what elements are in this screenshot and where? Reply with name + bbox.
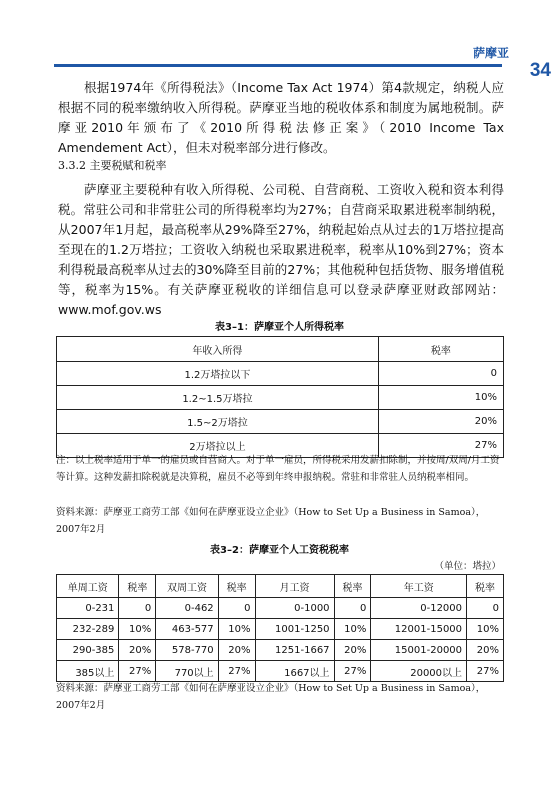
col-header-rate: 税率 <box>378 337 503 362</box>
col-header: 税率 <box>119 575 156 598</box>
table-cell: 1667以上 <box>255 661 334 682</box>
table-cell: 27% <box>218 661 255 682</box>
table-cell: 1251-1667 <box>255 640 334 661</box>
table-header-row <box>57 337 504 362</box>
table-cell: 27% <box>467 661 504 682</box>
table1-title: 表3–1：萨摩亚个人所得税率 <box>215 322 344 333</box>
table-cell: 0-12000 <box>371 598 467 619</box>
table-cell: 10% <box>119 619 156 640</box>
personal-income-tax-table <box>56 336 504 458</box>
table-cell: 0 <box>218 598 255 619</box>
table-cell: 463-577 <box>156 619 218 640</box>
table-cell: 10% <box>218 619 255 640</box>
table-cell: 290-385 <box>57 640 119 661</box>
col-header: 年工资 <box>371 575 467 598</box>
table-row <box>57 640 504 661</box>
table-row <box>57 619 504 640</box>
table-row <box>57 410 504 434</box>
table-cell: 10% <box>334 619 371 640</box>
table-cell: 770以上 <box>156 661 218 682</box>
table-row <box>57 661 504 682</box>
table-header-row <box>57 575 504 598</box>
table-cell: 232-289 <box>57 619 119 640</box>
table-cell: 10% <box>467 619 504 640</box>
rate-cell: 27% <box>378 434 503 458</box>
table-cell: 27% <box>334 661 371 682</box>
col-header: 双周工资 <box>156 575 218 598</box>
col-header: 税率 <box>218 575 255 598</box>
income-cell: 2万塔拉以上 <box>57 434 379 458</box>
table-row <box>57 362 504 386</box>
table-cell: 0-231 <box>57 598 119 619</box>
table-row <box>57 386 504 410</box>
income-cell: 1.5~2万塔拉 <box>57 410 379 434</box>
income-cell: 1.2万塔拉以下 <box>57 362 379 386</box>
col-header: 月工资 <box>255 575 334 598</box>
table2-source: 资料来源：萨摩亚工商劳工部《如何在萨摩亚设立企业》（How to Set Up a Business in Samoa），2007年2月 <box>56 683 486 711</box>
table2-title: 表3–2：萨摩亚个人工资税税率 <box>210 545 349 556</box>
table-cell: 578-770 <box>156 640 218 661</box>
table-cell: 1001-1250 <box>255 619 334 640</box>
income-cell: 1.2~1.5万塔拉 <box>57 386 379 410</box>
table-row <box>57 598 504 619</box>
rate-cell: 20% <box>378 410 503 434</box>
table-cell: 20000以上 <box>371 661 467 682</box>
table1-source: 资料来源：萨摩亚工商劳工部《如何在萨摩亚设立企业》（How to Set Up a Business in Samoa），2007年2月 <box>56 507 486 535</box>
table1-note: 注：以上税率适用于单一的雇员或自营商人。对于单一雇员，所得税采用发薪扣除制，并按周/双周/月工资等计算。这种发薪扣除税就是决算税，雇员不必等到年终申报纳税。常驻和非常驻人员纳税率相同。 <box>56 455 500 483</box>
col-header: 税率 <box>467 575 504 598</box>
table-cell: 20% <box>218 640 255 661</box>
section-heading: 3.3.2 主要税赋和税率 <box>58 159 167 172</box>
table-cell: 385以上 <box>57 661 119 682</box>
running-header-title: 萨摩亚 <box>472 46 509 60</box>
table-cell: 27% <box>119 661 156 682</box>
table-cell: 12001-15000 <box>371 619 467 640</box>
page-number: 34 <box>529 60 551 81</box>
col-header-income: 年收入所得 <box>57 337 379 362</box>
table-cell: 0 <box>334 598 371 619</box>
col-header: 单周工资 <box>57 575 119 598</box>
table-cell: 20% <box>467 640 504 661</box>
table-cell: 20% <box>119 640 156 661</box>
rate-cell: 10% <box>378 386 503 410</box>
col-header: 税率 <box>334 575 371 598</box>
wage-tax-table <box>56 574 504 682</box>
table-cell: 0 <box>119 598 156 619</box>
paragraph-income-tax-act: 根据1974年《所得税法》（Income Tax Act 1974）第4款规定，纳税人应根据不同的税率缴纳收入所得税。萨摩亚当地的税收体系和制度为属地税制。萨摩亚2010年颁布了《2010所得税法修正案》（2010 Income Tax Amendement Act），但未对税率部分进行修改。 <box>58 80 504 155</box>
table-cell: 0-462 <box>156 598 218 619</box>
table-cell: 20% <box>334 640 371 661</box>
table-cell: 0-1000 <box>255 598 334 619</box>
table-cell: 0 <box>467 598 504 619</box>
table-cell: 15001-20000 <box>371 640 467 661</box>
header-rule <box>54 64 502 67</box>
table2-unit: （单位：塔拉） <box>434 561 501 572</box>
rate-cell: 0 <box>378 362 503 386</box>
paragraph-tax-types: 萨摩亚主要税种有收入所得税、公司税、自营商税、工资收入税和资本利得税。常驻公司和非常驻公司的所得税率均为27%；自营商采取累进税率制纳税，从2007年1月起，最高税率从29%降至27%，纳税起始点从过去的1万塔拉提高至现在的1.2万塔拉；工资收入纳税也采取累进税率，税率从10%到27%；资本利得税最高税率从过去的30%降至目前的27%；其他税种包括货物、服务增值税等，税率为15%。有关萨摩亚税收的详细信息可以登录萨摩亚财政部网站：www.mof.gov.ws <box>58 182 504 317</box>
